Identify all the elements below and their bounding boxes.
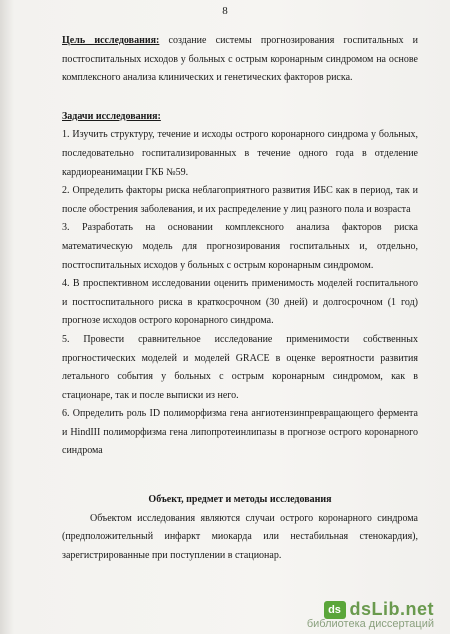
section-heading: Объект, предмет и методы исследования	[148, 494, 332, 506]
section-paragraph: Объектом исследования являются случаи острого коронарного синдрома (предположительный инфаркт миокарда или нестабильная стенокардия), зарегистрированные при поступлении в стационар.	[62, 512, 418, 561]
watermark-name: dsLib.net	[349, 599, 434, 619]
page-number: 8	[222, 5, 228, 17]
watermark-subtitle: библиотека диссертаций	[306, 618, 434, 630]
task-item: 4. В проспективном исследовании оценить применимость моделей госпитального и постгоспитального риска в краткосрочном (30 дней) и долгосрочном (1 год) прогнозе исходов острого коронарного синдрома.	[62, 278, 418, 327]
goal-text: создание системы прогнозирования госпитальных и постгоспитальных исходов у больных с острым коронарным синдромом на основе комплексного анализа клинических и генетических факторов риска.	[62, 35, 418, 84]
goal-paragraph	[62, 32, 418, 88]
goal-label: Цель исследования:	[62, 35, 160, 46]
document-body	[62, 32, 418, 565]
task-item: 5. Провести сравнительное исследование применимости собственных прогностических моделей и моделей GRACE в оценке вероятности развития летального события у больных с острым коронарным синдромом, как в стационаре, так и после выписки из него.	[62, 333, 418, 401]
task-item: 6. Определить роль ID полиморфизма гена ангиотензинпревращающего фермента и HindIII полиморфизма гена липопротеинлипазы в прогнозе острого коронарного синдрома	[62, 408, 418, 457]
task-item: 2. Определить факторы риска неблагоприятного развития ИБС как в период, так и после обострения заболевания, и их распределение у лиц разного пола и возраста	[62, 185, 418, 215]
task-item: 1. Изучить структуру, течение и исходы острого коронарного синдрома у больных, последовательно госпитализированных в течение одного года в отделение кардиореанимации ГКБ №59.	[62, 129, 418, 178]
task-item: 3. Разработать на основании комплексного анализа факторов риска математическую модель для прогнозирования госпитальных и, отдельно, постгоспитальных исходов у больных с острым коронарным синдромом.	[62, 222, 418, 271]
dslib-logo-icon: ds	[324, 601, 346, 619]
watermark-logo	[307, 599, 434, 630]
tasks-heading: Задачи исследования:	[62, 110, 161, 122]
